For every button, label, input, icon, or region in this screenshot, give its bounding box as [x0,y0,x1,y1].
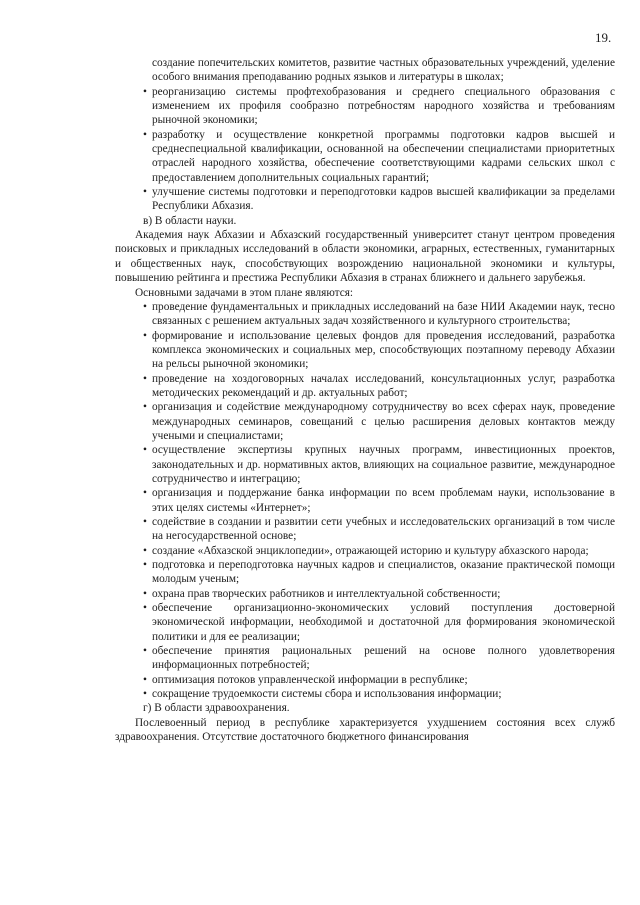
list-item-text: оптимизация потоков управленческой информации в республике; [152,673,468,686]
continued-list-item: создание попечительских комитетов, развитие частных образовательных учреждений, уделение особого внимания преподаванию родных языков и литературы в школах; [152,57,615,84]
bullet-icon: • [143,516,147,528]
list-item [115,85,615,128]
education-list [115,85,615,214]
page-content [115,56,615,745]
bullet-icon: • [143,329,147,342]
bullet-icon: • [143,688,147,701]
list-item-text: проведение на хоздоговорных началах исследований, консультационных услуг, разработка методических рекомендаций и др. актуальных работ; [152,372,615,399]
section-heading-healthcare: г) В области здравоохранения. [143,702,290,715]
bullet-icon: • [143,444,147,457]
list-item [115,587,615,601]
bullet-icon: • [143,401,147,414]
list-item-text: обеспечение принятия рациональных решений на основе полного удовлетворения информационных потребностей; [152,645,615,672]
list-item [115,601,615,644]
list-item-text: осуществление экспертизы крупных научных программ, инвестиционных проектов, законодательных и др. нормативных актов, влияющих на социальное развитие, международное сотрудничество и интеграцию; [152,444,615,485]
healthcare-paragraph: Послевоенный период в республике характеризуется ухудшением состояния всех служб здравоохранения. Отсутствие достаточного бюджетного финансирования [115,716,615,744]
bullet-icon: • [143,85,147,98]
section-heading-science: в) В области науки. [143,214,237,227]
list-item-text: обеспечение организационно-экономических условий поступления достоверной экономической информации, необходимой и достаточной для формирования экономической политики и для ее реализации; [152,602,615,643]
list-item [115,372,615,401]
list-item-text: содействие в создании и развитии сети учебных и исследовательских организаций в том числе на негосударственной основе; [152,516,615,543]
list-item [115,544,615,558]
list-item [115,443,615,486]
list-item [115,300,615,329]
list-item [115,329,615,372]
tasks-intro: Основными задачами в этом плане являются: [135,286,354,299]
science-paragraph: Академия наук Абхазии и Абхазский государственный университет станут центром проведения поисковых и прикладных исследований в области экономики, аграрных, естественных, гуманитарных и общественных наук, способствующих возрождению национальной экономики и культуры, повышению рейтинга и престижа Республики Абхазия в странах ближнего и дальнего зарубежья. [115,229,615,285]
bullet-icon: • [143,186,147,199]
bullet-icon: • [143,128,147,141]
list-item-text: проведение фундаментальных и прикладных исследований на базе НИИ Академии наук, тесно связанных с решением актуальных задач хозяйственного и культурного строительства; [152,300,615,328]
bullet-icon: • [143,602,147,615]
list-item [115,128,615,185]
list-item-text: формирование и использование целевых фондов для проведения исследований, разработка комплекса экономических и социальных мер, способствующих поэтапному переводу Абхазии на рельсы рыночной экономики; [152,329,615,371]
list-item [115,486,615,515]
list-item [115,400,615,443]
list-item [115,515,615,544]
list-item-text: организация и содействие международному сотрудничеству во всех сферах наук, проведение международных семинаров, совещаний с целью расширения деловых контактов между учеными и специалистами; [152,401,615,442]
bullet-icon: • [143,544,147,557]
bullet-icon: • [143,300,147,313]
list-item-text: подготовка и переподготовка научных кадров и специалистов, оказание практической помощи молодым ученым; [152,559,615,586]
bullet-icon: • [143,487,147,500]
bullet-icon: • [143,673,147,686]
bullet-icon: • [143,372,147,385]
page-number: 19. [595,30,612,45]
list-item [115,185,615,214]
science-tasks-list [115,300,615,702]
list-item-text: охрана прав творческих работников и интеллектуальной собственности; [152,587,501,600]
list-item [115,644,615,673]
list-item-text: разработку и осуществление конкретной программы подготовки кадров высшей и среднеспециальной квалификации, основанной на обеспечении специалистами приоритетных отраслей народного хозяйства, обеспечение соответствующими кадрами сельских школ с предоставлением дополнительных социальных гарантий; [152,128,615,184]
list-item-text: организация и поддержание банка информации по всем проблемам науки, использование в этих целях системы «Интернет»; [152,487,615,514]
list-item-text: сокращение трудоемкости системы сбора и использования информации; [152,688,502,701]
bullet-icon: • [143,559,147,572]
list-item [115,687,615,701]
list-item [115,673,615,687]
bullet-icon: • [143,645,147,658]
list-item-text: реорганизацию системы профтехобразования и среднего специального образования с изменением их профиля сообразно потребностям народного хозяйства и требованиям рыночной экономики; [152,85,615,127]
list-item [115,558,615,587]
list-item-text: создание «Абхазской энциклопедии», отражающей историю и культуру абхазского народа; [152,544,589,557]
bullet-icon: • [143,587,147,600]
list-item-text: улучшение системы подготовки и переподготовки кадров высшей квалификации за пределами Республики Абхазия. [152,186,615,213]
